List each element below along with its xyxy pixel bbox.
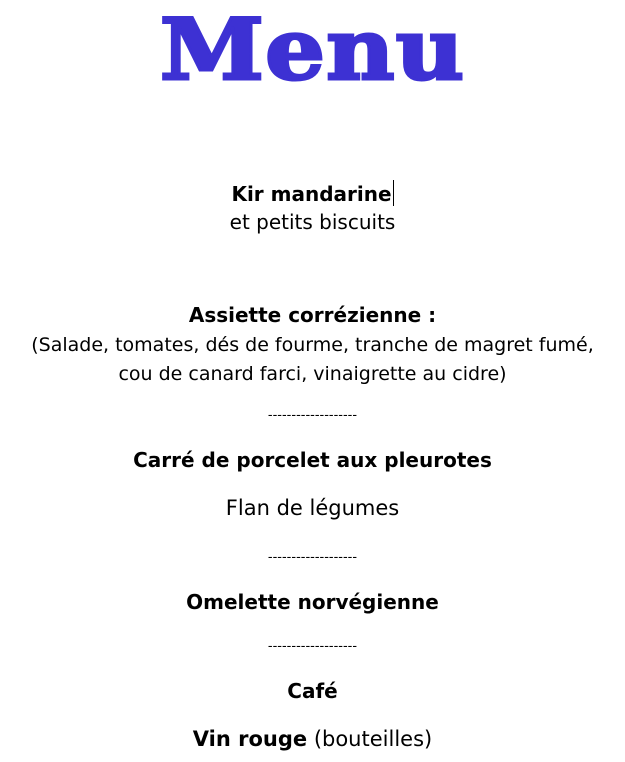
wine-line	[0, 729, 625, 750]
coffee-name: Café	[287, 679, 338, 703]
aperitif-name-text: Kir mandarine	[231, 182, 392, 206]
dessert-name: Omelette norvégienne	[186, 590, 439, 614]
aperitif-name[interactable]	[0, 180, 625, 206]
separator-1: -------------------	[267, 408, 358, 423]
entree-description-line1: (Salade, tomates, dés de fourme, tranche de magret fumé,	[31, 334, 594, 356]
entree-name: Assiette corrézienne :	[188, 303, 437, 327]
main-course-name: Carré de porcelet aux pleurotes	[133, 448, 492, 472]
separator-3: -------------------	[267, 639, 358, 654]
separator-2: -------------------	[267, 550, 358, 565]
wine-detail: (bouteilles)	[307, 727, 433, 751]
menu-title-text: Menu	[159, 0, 466, 99]
aperitif-detail: et petits biscuits	[229, 210, 396, 234]
entree-description-line2: cou de canard farci, vinaigrette au cidre)	[118, 363, 507, 385]
wine-name: Vin rouge	[192, 727, 308, 751]
menu-title	[0, 0, 625, 99]
main-course-side: Flan de légumes	[225, 496, 400, 520]
text-cursor	[393, 180, 394, 206]
